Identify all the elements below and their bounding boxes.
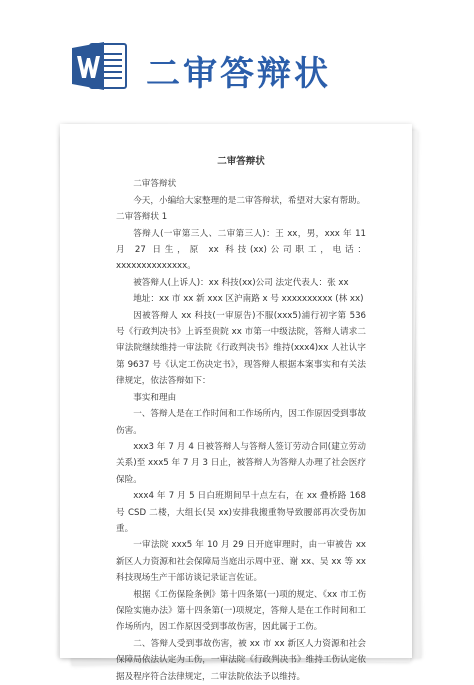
document-preview (58, 122, 418, 682)
paragraph: 今天，小编给大家整理的是二审答辩状，希望对大家有帮助。 (133, 195, 366, 206)
paragraph: 二、答辩人受到事故伤害，被 xx 市 xx 新区人力资源和社会保障局依法认定为工伤，一审法院《行政判决书》维持工伤认定依据及程序符合法律规定，二审法院依法予以维持。 (116, 638, 366, 682)
page-header (0, 0, 474, 118)
paragraph: 因被答辩人 xx 科技(一审原告)不服(xxx5)浦行初字第 536 号《行政判决书》上诉至贵院 xx 市第一中级法院，答辩人请求二审法院继续维持一审法院《行政判决书》维持(xxx4)xx 人社认字第 9637 号《认定工伤决定书》，现答辩人根据本案事实和有关法律规定，依法答辩如下： (116, 310, 366, 387)
document-page (60, 124, 412, 682)
paragraph: 被答辩人(上诉人)：xx 科技(xx)公司 法定代表人：张 xx (133, 277, 349, 288)
paragraph: xxx4 年 7 月 5 日白班期间早十点左右，在 xx 叠桥路 168 号 CSD 二楼，大组长(吴 xx)安排我搬重物导致腰部再次受伤加重。 (116, 491, 366, 534)
paragraph: 地址：xx 市 xx 新 xxx 区沪南路 x 号 xxxxxxxxxx (林 xx) (133, 294, 364, 305)
paragraph: 二审答辩状 (133, 179, 177, 190)
document-body (116, 154, 366, 685)
paragraph: 事实和理由 (133, 392, 177, 403)
paragraph: 二审答辩状 1 (116, 212, 168, 223)
page-title: 二审答辩状 (146, 54, 331, 94)
paragraph: xxx3 年 7 月 4 日被答辩人与答辩人签订劳动合同(建立劳动关系)至 xxx5 年 7 月 3 日止，被答辩人为答辩人办理了社会医疗保险。 (116, 441, 366, 485)
paragraph: 一审法院 xxx5 年 10 月 29 日开庭审理时，由一审被告 xx 新区人力资源和社会保障局当庭出示周中亚、谢 xx、吴 xx 等 xx 科技现场生产干部访谈记录证言佐证。 (116, 540, 366, 584)
paragraph: 根据《工伤保险条例》第十四条第(一)项的规定、《xx 市工伤保险实施办法》第十四条第(一)项规定，答辩人是在工作时间和工作场所内，因工作原因受到事故伤害，因此属于工伤。 (116, 589, 366, 633)
paragraph: 答辩人(一审第三人、二审第三人)：王 xx，男，xxx 年 11 月 27 日生，原 xx 科技(xx)公司职工，电话：xxxxxxxxxxxxxx。 (116, 228, 366, 272)
word-document-icon (72, 40, 128, 92)
paragraph: 一、答辩人是在工作时间和工作场所内，因工作原因受到事故伤害。 (116, 409, 366, 436)
document-heading: 二审答辩状 (217, 156, 265, 167)
